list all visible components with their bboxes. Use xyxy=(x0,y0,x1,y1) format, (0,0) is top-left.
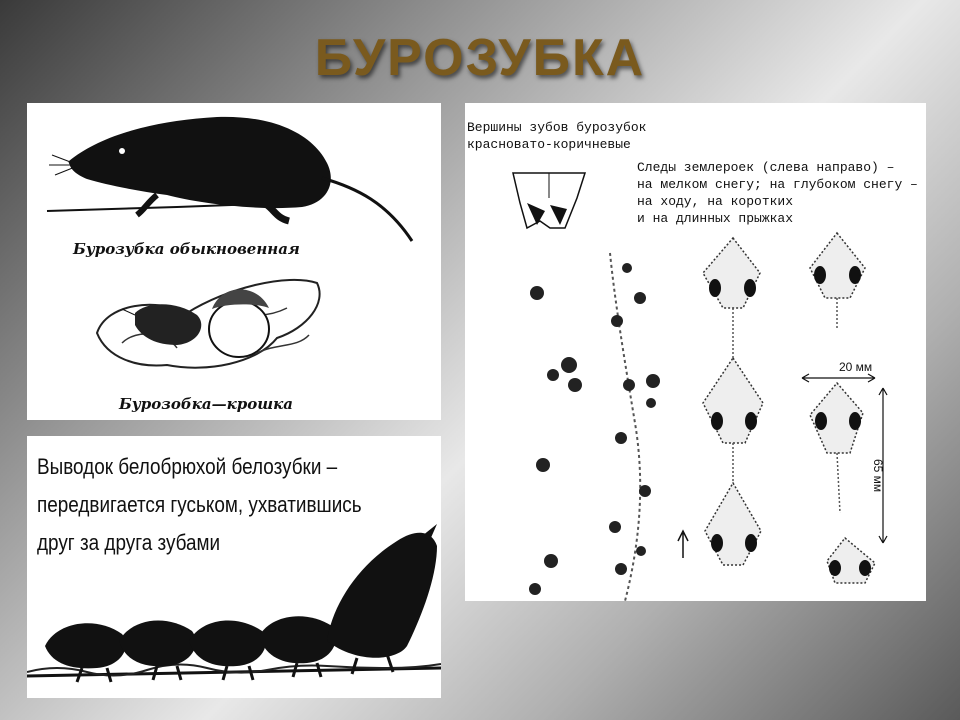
common-shrew-caption: Бурозубка обыкновенная xyxy=(73,240,300,258)
brood-panel xyxy=(27,436,441,698)
teeth-drawing xyxy=(513,173,585,228)
brood-line-2: передвигается гуськом, ухватившись xyxy=(37,492,362,517)
tracks-diagram xyxy=(465,103,926,601)
tiny-shrew-drawing xyxy=(27,103,441,420)
teeth-caption-line-2: красновато-коричневые xyxy=(467,137,631,152)
tiny-shrew-caption: Бурозобка—крошка xyxy=(119,395,293,413)
teeth-caption-line-1: Вершины зубов бурозубок xyxy=(467,120,647,135)
tracks-caption-line-4: и на длинных прыжках xyxy=(637,211,794,226)
length-dimension-label: 65 мм xyxy=(871,459,885,493)
tracks-caption-line-1: Следы землероек (слева направо) – xyxy=(637,160,895,175)
width-dimension-label: 20 мм xyxy=(839,360,873,374)
tracks-caption-line-3: на ходу, на коротких xyxy=(637,194,794,209)
slide-title: БУРОЗУБКА xyxy=(314,29,646,87)
brood-caravan-drawing xyxy=(27,436,441,698)
shrews-illustration-panel xyxy=(27,103,441,420)
brood-line-1: Выводок белобрюхой белозубки – xyxy=(37,454,338,479)
tracks-panel xyxy=(465,103,926,601)
brood-line-3: друг за друга зубами xyxy=(37,530,221,555)
tracks-caption-line-2: на мелком снегу; на глубоком снегу – xyxy=(637,177,918,192)
